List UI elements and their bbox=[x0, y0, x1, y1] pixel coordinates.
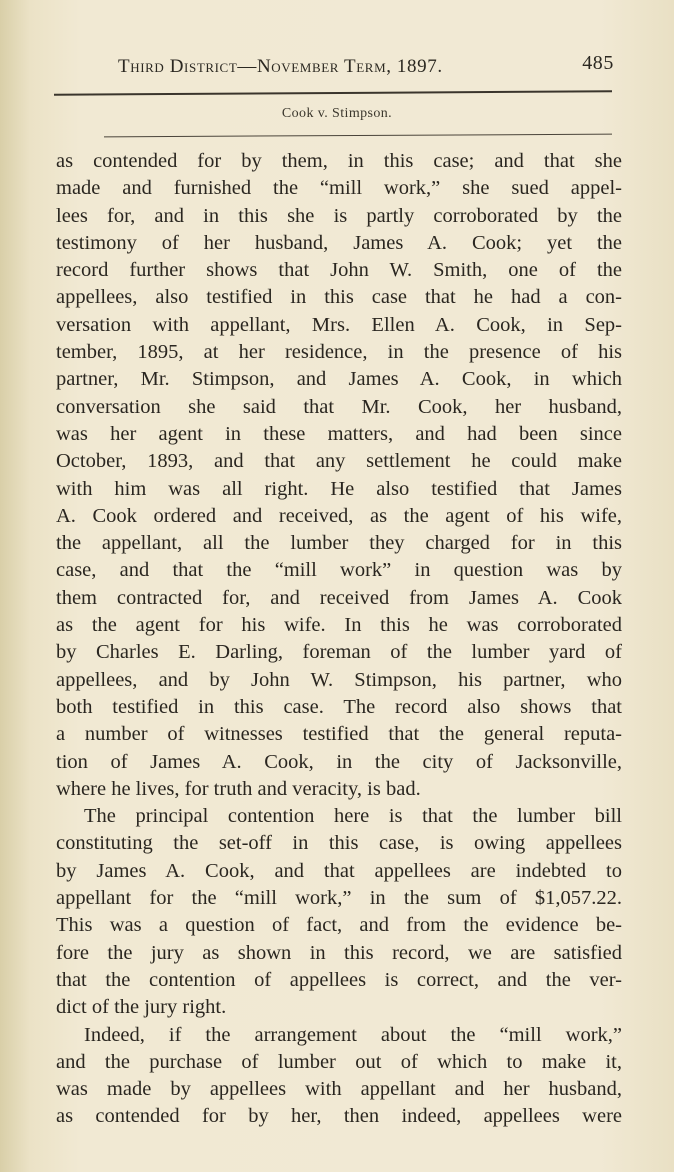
case-name: Cook v. Stimpson. bbox=[281, 106, 393, 121]
text-line: was her agent in these matters, and had been since bbox=[56, 422, 622, 445]
text-line: conversation she said that Mr. Cook, her husband, bbox=[56, 395, 622, 418]
text-line: October, 1893, and that any settlement he could make bbox=[56, 450, 622, 473]
text-line: A. Cook ordered and received, as the agent of his wife, bbox=[56, 504, 622, 527]
running-title: Third District—November Term, 1897. bbox=[118, 56, 443, 77]
text-line: where he lives, for truth and veracity, is bad. bbox=[56, 777, 421, 800]
text-line: versation with appellant, Mrs. Ellen A. Cook, in Sep- bbox=[56, 313, 622, 336]
body-text bbox=[56, 148, 622, 1131]
text-line: fore the jury as shown in this record, we are satisfied bbox=[56, 941, 622, 964]
text-line: that the contention of appellees is correct, and the ver- bbox=[56, 968, 622, 991]
text-line: them contracted for, and received from James A. Cook bbox=[56, 586, 622, 609]
text-line: both testified in this case. The record also shows that bbox=[56, 695, 622, 718]
case-rule bbox=[104, 134, 612, 138]
text-line: lees for, and in this she is partly corroborated by the bbox=[56, 204, 622, 227]
text-line: a number of witnesses testified that the general reputa- bbox=[56, 723, 622, 746]
text-line: tember, 1895, at her residence, in the presence of his bbox=[56, 341, 622, 364]
text-line: and the purchase of lumber out of which to make it, bbox=[56, 1050, 622, 1073]
text-line: was made by appellees with appellant and her husband, bbox=[56, 1078, 622, 1101]
text-line: tion of James A. Cook, in the city of Jacksonville, bbox=[56, 750, 622, 773]
text-line: record further shows that John W. Smith, one of the bbox=[56, 259, 622, 282]
text-line: The principal contention here is that the lumber bill bbox=[84, 805, 622, 828]
text-line: appellees, and by John W. Stimpson, his partner, who bbox=[56, 668, 622, 691]
text-line: as contended for by her, then indeed, appellees were bbox=[56, 1105, 622, 1128]
page-number: 485 bbox=[582, 52, 614, 74]
running-header bbox=[118, 50, 618, 84]
text-line: made and furnished the “mill work,” she sued appel- bbox=[56, 177, 622, 200]
text-line: This was a question of fact, and from the evidence be- bbox=[56, 914, 622, 937]
text-line: as contended for by them, in this case; and that she bbox=[56, 150, 622, 172]
text-line: partner, Mr. Stimpson, and James A. Cook, in which bbox=[56, 368, 622, 391]
text-line: testimony of her husband, James A. Cook; yet the bbox=[56, 231, 622, 254]
text-line: Indeed, if the arrangement about the “mill work,” bbox=[84, 1023, 622, 1046]
text-line: constituting the set-off in this case, is owing appellees bbox=[56, 832, 622, 855]
header-rule bbox=[54, 90, 612, 95]
text-line: the appellant, all the lumber they charged for in this bbox=[56, 532, 622, 555]
text-line: case, and that the “mill work” in question was by bbox=[56, 559, 622, 582]
text-line: appellant for the “mill work,” in the sum of $1,057.22. bbox=[56, 887, 622, 910]
text-line: with him was all right. He also testified that James bbox=[56, 477, 622, 500]
text-line: appellees, also testified in this case that he had a con- bbox=[56, 286, 622, 309]
text-line: by James A. Cook, and that appellees are indebted to bbox=[56, 859, 622, 882]
text-line: by Charles E. Darling, foreman of the lumber yard of bbox=[56, 641, 622, 664]
text-line: dict of the jury right. bbox=[56, 996, 227, 1019]
text-line: as the agent for his wife. In this he was corroborated bbox=[56, 614, 622, 637]
